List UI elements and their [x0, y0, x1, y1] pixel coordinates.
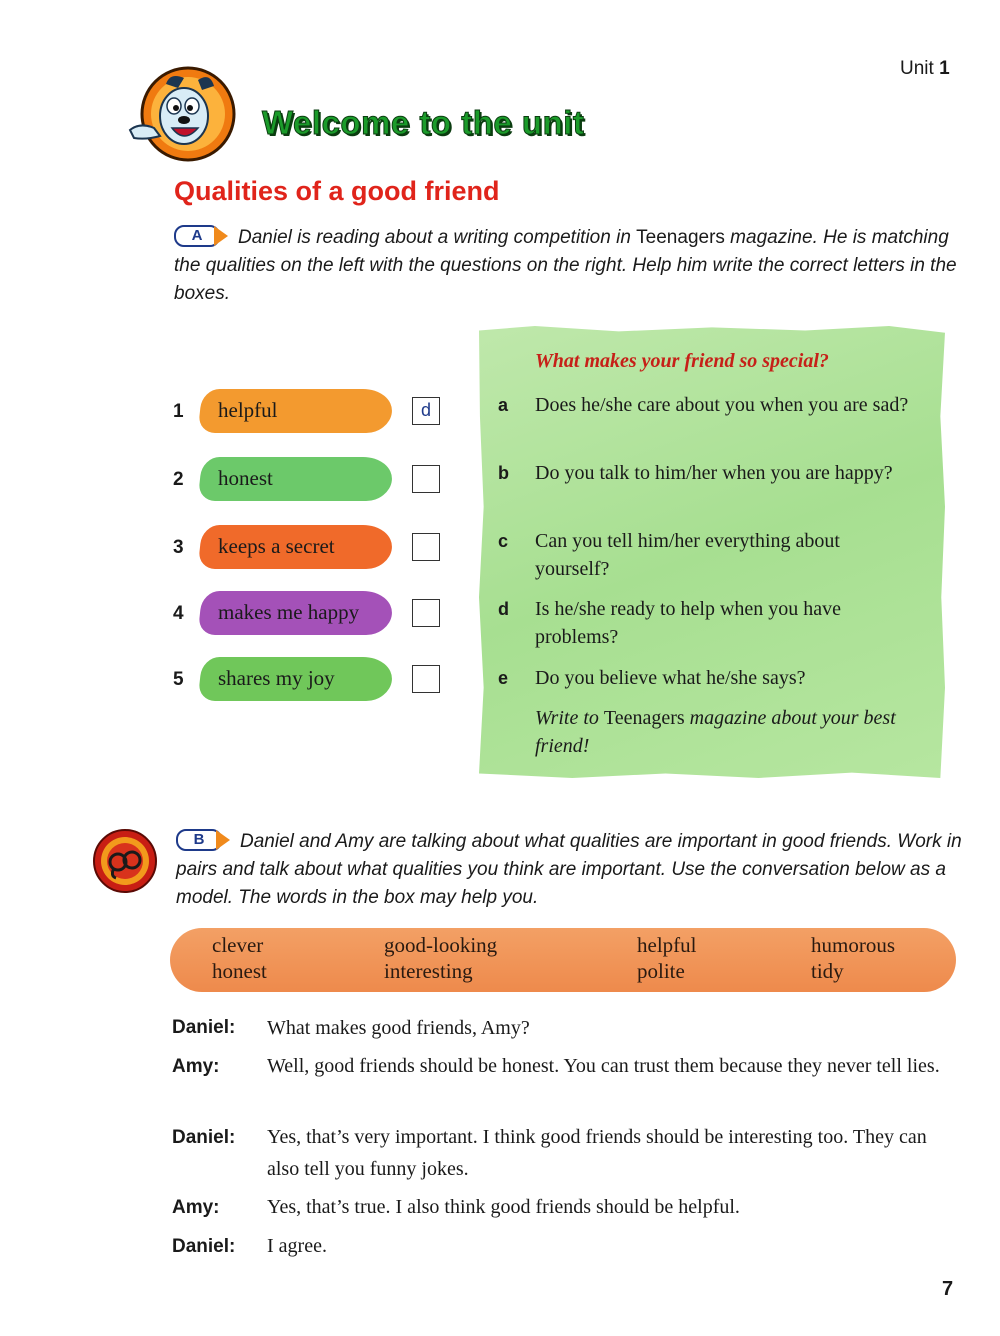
quality-label: honest — [218, 466, 273, 490]
question-text: Can you tell him/her everything about yourself? — [535, 530, 840, 580]
page-number: 7 — [942, 1278, 954, 1300]
mascot-icon — [126, 64, 246, 164]
quality-row — [170, 453, 460, 509]
dialogue-line: What makes good friends, Amy? — [267, 1017, 530, 1039]
dialogue-line: Well, good friends should be honest. You can trust them because they never tell lies. — [267, 1055, 940, 1077]
answer-box[interactable]: d — [412, 397, 440, 425]
answer-box[interactable] — [412, 665, 440, 693]
quality-number: 1 — [173, 401, 184, 422]
quality-label: makes me happy — [218, 600, 360, 624]
quality-label: helpful — [218, 398, 278, 422]
question-item — [498, 391, 918, 447]
dialogue-line: Yes, that’s true. I also think good friends should be helpful. — [267, 1196, 740, 1218]
question-text: Does he/she care about you when you are sad? — [535, 394, 909, 416]
quality-label: keeps a secret — [218, 534, 335, 558]
word: honest — [212, 959, 267, 983]
quality-number: 5 — [173, 669, 184, 690]
card-title: What makes your friend so special? — [535, 350, 829, 372]
question-item — [498, 664, 918, 692]
quality-label: shares my joy — [218, 666, 335, 690]
pair-work-icon — [92, 828, 158, 894]
question-letter: a — [498, 395, 509, 415]
question-text: Is he/she ready to help when you have problems? — [535, 598, 842, 648]
quality-row — [170, 587, 460, 643]
unit-number: 1 — [939, 58, 950, 79]
quality-number: 2 — [173, 469, 184, 490]
question-text: Do you believe what he/she says? — [535, 667, 806, 689]
question-letter: c — [498, 531, 509, 551]
unit-label: Unit 1 — [900, 58, 950, 79]
question-letter: d — [498, 599, 509, 619]
quality-row — [170, 521, 460, 577]
quality-row — [170, 385, 460, 441]
magazine-name: Teenagers — [636, 227, 725, 248]
page-title: Welcome to the unit — [262, 104, 585, 141]
speaker-name: Amy: — [172, 1056, 220, 1077]
card-footer: Write to Teenagers magazine about your best friend! — [535, 707, 896, 757]
speaker-name: Daniel: — [172, 1127, 236, 1148]
badge-b: B — [176, 829, 232, 849]
word-box — [170, 928, 956, 992]
quality-row — [170, 653, 460, 709]
answer-box[interactable] — [412, 465, 440, 493]
speaker-name: Daniel: — [172, 1017, 236, 1038]
question-text: Do you talk to him/her when you are happy? — [535, 462, 893, 484]
word: polite — [637, 959, 685, 983]
answer-box[interactable] — [412, 599, 440, 627]
dialogue-line: Yes, that’s very important. I think good friends should be interesting too. They can also tell you funny jokes. — [267, 1126, 927, 1180]
word: clever — [212, 933, 264, 957]
question-item — [498, 595, 918, 651]
dialogue-line: I agree. — [267, 1235, 327, 1257]
word: helpful — [637, 933, 697, 957]
word: good-looking — [384, 933, 498, 957]
question-item — [498, 527, 918, 583]
word: tidy — [811, 959, 844, 983]
question-letter: b — [498, 463, 509, 483]
quality-number: 3 — [173, 537, 184, 558]
speaker-name: Amy: — [172, 1197, 220, 1218]
answer-box[interactable] — [412, 533, 440, 561]
quality-number: 4 — [173, 603, 184, 624]
instruction-a: A Daniel is reading about a writing competition in Teenagers magazine. He is matching the qualities on the left with the questions on the right. Help him write the correct letters in the boxes. — [174, 227, 957, 304]
question-item — [498, 459, 918, 515]
word: humorous — [811, 933, 895, 957]
question-letter: e — [498, 668, 509, 688]
instruction-b: B Daniel and Amy are talking about what qualities are important in good friends. Work in pairs and talk about what qualities you think are important. Use the conversation below as a model. The words in the box may help you. — [176, 831, 962, 908]
word: interesting — [384, 959, 473, 983]
badge-a: A — [174, 225, 230, 245]
speaker-name: Daniel: — [172, 1236, 236, 1257]
section-title: Qualities of a good friend — [174, 176, 500, 206]
